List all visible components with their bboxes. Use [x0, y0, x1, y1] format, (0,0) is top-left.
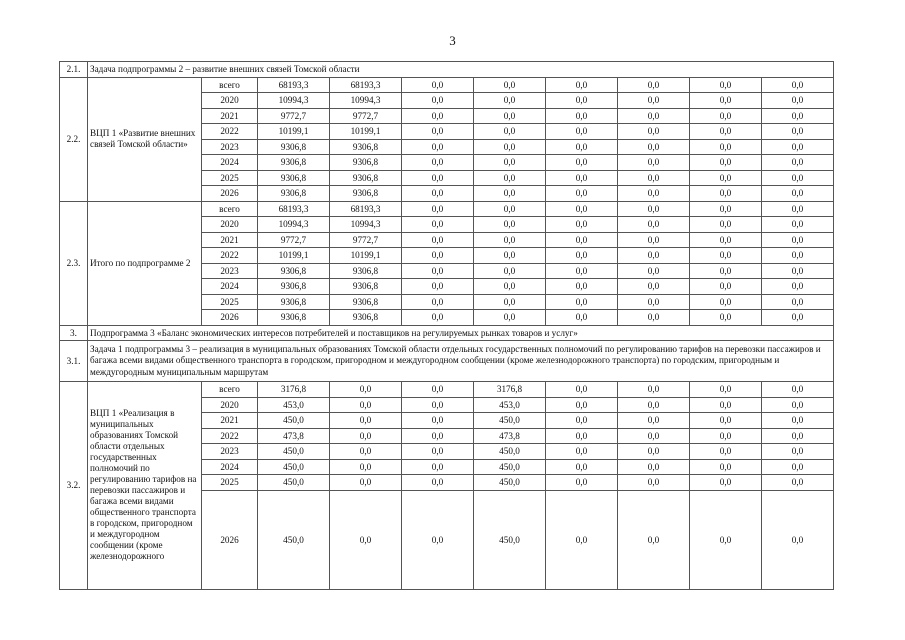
extra-col-cell: [834, 186, 839, 202]
value-cell: 0,0: [474, 155, 546, 171]
year-cell: всего: [202, 201, 258, 217]
value-cell: 0,0: [618, 310, 690, 326]
value-cell: 0,0: [762, 279, 834, 295]
value-cell: 0,0: [618, 444, 690, 460]
value-cell: 0,0: [330, 397, 402, 413]
value-cell: 9306,8: [330, 294, 402, 310]
year-cell: 2021: [202, 108, 258, 124]
extra-col-cell: [834, 459, 839, 475]
value-cell: 0,0: [618, 77, 690, 93]
value-cell: 9306,8: [258, 170, 330, 186]
extra-col-cell: [834, 341, 839, 382]
value-cell: 10994,3: [258, 217, 330, 233]
value-cell: 0,0: [762, 475, 834, 491]
extra-col-cell: [834, 310, 839, 326]
value-cell: 0,0: [690, 155, 762, 171]
value-cell: 0,0: [402, 108, 474, 124]
extra-col-cell: [834, 263, 839, 279]
value-cell: 0,0: [762, 139, 834, 155]
value-cell: 0,0: [690, 124, 762, 140]
value-cell: 0,0: [762, 93, 834, 109]
value-cell: 3176,8: [474, 382, 546, 398]
value-cell: 0,0: [546, 232, 618, 248]
value-cell: 0,0: [762, 217, 834, 233]
value-cell: 0,0: [618, 397, 690, 413]
extra-col-cell: [834, 279, 839, 295]
value-cell: 473,8: [474, 428, 546, 444]
value-cell: 0,0: [618, 170, 690, 186]
value-cell: 0,0: [402, 155, 474, 171]
value-cell: 0,0: [474, 77, 546, 93]
extra-col-cell: [834, 139, 839, 155]
value-cell: 10994,3: [330, 93, 402, 109]
value-cell: 0,0: [762, 170, 834, 186]
value-cell: 0,0: [402, 170, 474, 186]
value-cell: 0,0: [690, 248, 762, 264]
value-cell: 0,0: [690, 232, 762, 248]
extra-col-cell: [834, 428, 839, 444]
value-cell: 0,0: [546, 186, 618, 202]
value-cell: 68193,3: [258, 201, 330, 217]
value-cell: 0,0: [762, 155, 834, 171]
value-cell: 0,0: [690, 201, 762, 217]
value-cell: 0,0: [690, 263, 762, 279]
value-cell: 0,0: [546, 444, 618, 460]
value-cell: 9306,8: [330, 155, 402, 171]
value-cell: 10199,1: [330, 248, 402, 264]
value-cell: 450,0: [474, 444, 546, 460]
task-row-3: [60, 325, 839, 341]
value-cell: 453,0: [258, 397, 330, 413]
value-cell: 0,0: [474, 232, 546, 248]
value-cell: 9772,7: [330, 108, 402, 124]
extra-col-cell: [834, 490, 839, 589]
extra-col-cell: [834, 93, 839, 109]
value-cell: 0,0: [546, 382, 618, 398]
value-cell: 9306,8: [258, 186, 330, 202]
task-row-3-1: [60, 341, 839, 382]
value-cell: 0,0: [690, 382, 762, 398]
value-cell: 68193,3: [258, 77, 330, 93]
value-cell: 0,0: [546, 428, 618, 444]
value-cell: 0,0: [546, 124, 618, 140]
value-cell: 0,0: [330, 382, 402, 398]
value-cell: 0,0: [690, 186, 762, 202]
value-cell: 0,0: [690, 428, 762, 444]
value-cell: 450,0: [474, 490, 546, 589]
value-cell: 9306,8: [330, 186, 402, 202]
value-cell: 0,0: [546, 263, 618, 279]
year-cell: 2025: [202, 170, 258, 186]
value-cell: 0,0: [330, 475, 402, 491]
value-cell: 0,0: [690, 475, 762, 491]
value-cell: 0,0: [402, 232, 474, 248]
value-cell: 9306,8: [330, 170, 402, 186]
value-cell: 473,8: [258, 428, 330, 444]
year-cell: 2024: [202, 279, 258, 295]
page-number: 3: [449, 33, 456, 48]
value-cell: 0,0: [690, 139, 762, 155]
value-cell: 0,0: [762, 201, 834, 217]
value-cell: 0,0: [330, 428, 402, 444]
value-cell: 9306,8: [330, 279, 402, 295]
row-number: 2.2.: [60, 77, 88, 201]
year-cell: 2022: [202, 248, 258, 264]
value-cell: 0,0: [402, 397, 474, 413]
value-cell: 0,0: [618, 382, 690, 398]
value-cell: 0,0: [618, 428, 690, 444]
value-cell: 450,0: [258, 490, 330, 589]
value-cell: 10199,1: [258, 124, 330, 140]
value-cell: 9306,8: [258, 310, 330, 326]
extra-col-cell: [834, 77, 839, 93]
value-cell: 0,0: [618, 413, 690, 429]
value-cell: 0,0: [618, 459, 690, 475]
value-cell: 0,0: [402, 139, 474, 155]
value-cell: 9306,8: [258, 279, 330, 295]
year-cell: 2020: [202, 217, 258, 233]
extra-col-cell: [834, 124, 839, 140]
value-cell: 0,0: [546, 217, 618, 233]
value-cell: 0,0: [618, 108, 690, 124]
extra-col-cell: [834, 108, 839, 124]
value-cell: 0,0: [546, 475, 618, 491]
value-cell: 0,0: [402, 310, 474, 326]
value-cell: 0,0: [402, 201, 474, 217]
value-cell: 0,0: [762, 108, 834, 124]
extra-col-cell: [834, 382, 839, 398]
value-cell: 0,0: [402, 428, 474, 444]
value-cell: 0,0: [402, 248, 474, 264]
value-cell: 9772,7: [330, 232, 402, 248]
value-cell: 0,0: [546, 490, 618, 589]
value-cell: 0,0: [474, 139, 546, 155]
value-cell: 0,0: [618, 248, 690, 264]
extra-col-cell: [834, 201, 839, 217]
value-cell: 0,0: [762, 413, 834, 429]
row-number: 2.3.: [60, 201, 88, 325]
year-cell: 2024: [202, 459, 258, 475]
value-cell: 0,0: [474, 108, 546, 124]
value-cell: 9306,8: [258, 294, 330, 310]
value-cell: 0,0: [546, 413, 618, 429]
value-cell: 0,0: [402, 490, 474, 589]
value-cell: 450,0: [474, 413, 546, 429]
value-cell: 0,0: [690, 294, 762, 310]
year-cell: всего: [202, 382, 258, 398]
value-cell: 0,0: [474, 217, 546, 233]
row-number: 3.: [60, 325, 88, 341]
value-cell: 0,0: [402, 279, 474, 295]
value-cell: 0,0: [762, 459, 834, 475]
value-cell: 0,0: [474, 93, 546, 109]
year-cell: 2026: [202, 186, 258, 202]
value-cell: 0,0: [330, 444, 402, 460]
value-cell: 0,0: [474, 124, 546, 140]
value-cell: 0,0: [690, 397, 762, 413]
value-cell: 0,0: [762, 310, 834, 326]
value-cell: 0,0: [690, 310, 762, 326]
value-cell: 0,0: [618, 263, 690, 279]
value-cell: 0,0: [762, 490, 834, 589]
value-cell: 0,0: [690, 77, 762, 93]
value-cell: 450,0: [474, 459, 546, 475]
program-name: Итого по подпрограмме 2: [88, 201, 202, 325]
year-cell: 2020: [202, 397, 258, 413]
value-cell: 10994,3: [330, 217, 402, 233]
extra-col-cell: [834, 413, 839, 429]
value-cell: 0,0: [618, 217, 690, 233]
value-cell: 0,0: [690, 490, 762, 589]
value-cell: 0,0: [402, 413, 474, 429]
value-cell: 0,0: [690, 459, 762, 475]
value-cell: 3176,8: [258, 382, 330, 398]
value-cell: 0,0: [618, 232, 690, 248]
extra-col-cell: [834, 155, 839, 171]
year-cell: 2023: [202, 139, 258, 155]
value-cell: 9306,8: [258, 139, 330, 155]
value-cell: 10994,3: [258, 93, 330, 109]
value-cell: 0,0: [546, 201, 618, 217]
value-cell: 0,0: [402, 382, 474, 398]
value-cell: 0,0: [402, 294, 474, 310]
value-cell: 0,0: [546, 279, 618, 295]
row-number: 2.1.: [60, 62, 88, 78]
value-cell: 10199,1: [330, 124, 402, 140]
year-cell: 2020: [202, 93, 258, 109]
value-cell: 0,0: [474, 170, 546, 186]
value-cell: 0,0: [762, 77, 834, 93]
value-cell: 0,0: [546, 108, 618, 124]
task-row-2-1: [60, 62, 839, 78]
extra-col-cell: [834, 248, 839, 264]
year-cell: 2023: [202, 444, 258, 460]
value-cell: 0,0: [618, 139, 690, 155]
value-cell: 10199,1: [258, 248, 330, 264]
value-cell: 0,0: [690, 413, 762, 429]
value-cell: 0,0: [474, 279, 546, 295]
program-name: ВЦП 1 «Развитие внешних связей Томской области»: [88, 77, 202, 201]
extra-col-cell: [834, 397, 839, 413]
value-cell: 9306,8: [258, 263, 330, 279]
value-cell: 9772,7: [258, 108, 330, 124]
value-cell: 0,0: [618, 279, 690, 295]
value-cell: 9306,8: [258, 155, 330, 171]
value-cell: 0,0: [618, 186, 690, 202]
value-cell: 0,0: [618, 490, 690, 589]
value-cell: 0,0: [762, 428, 834, 444]
value-cell: 0,0: [402, 186, 474, 202]
value-cell: 0,0: [762, 444, 834, 460]
row-number: 3.2.: [60, 382, 88, 590]
value-cell: 450,0: [258, 459, 330, 475]
year-cell: 2026: [202, 490, 258, 589]
extra-col-cell: [834, 217, 839, 233]
value-cell: 0,0: [762, 248, 834, 264]
value-cell: 0,0: [330, 459, 402, 475]
year-cell: всего: [202, 77, 258, 93]
value-cell: 0,0: [546, 93, 618, 109]
value-cell: 0,0: [402, 217, 474, 233]
extra-col-cell: [834, 294, 839, 310]
year-cell: 2022: [202, 124, 258, 140]
value-cell: 0,0: [402, 263, 474, 279]
value-cell: 0,0: [546, 248, 618, 264]
value-cell: 453,0: [474, 397, 546, 413]
value-cell: 0,0: [618, 475, 690, 491]
table-row: [60, 201, 839, 217]
value-cell: 0,0: [402, 77, 474, 93]
year-cell: 2021: [202, 232, 258, 248]
extra-col-cell: [834, 444, 839, 460]
value-cell: 0,0: [690, 279, 762, 295]
value-cell: 0,0: [546, 310, 618, 326]
value-cell: 0,0: [690, 93, 762, 109]
value-cell: 0,0: [474, 294, 546, 310]
value-cell: 450,0: [258, 444, 330, 460]
year-cell: 2021: [202, 413, 258, 429]
value-cell: 0,0: [618, 93, 690, 109]
extra-col-cell: [834, 325, 839, 341]
value-cell: 0,0: [402, 444, 474, 460]
value-cell: 0,0: [762, 382, 834, 398]
extra-col-cell: [834, 232, 839, 248]
task-text: Задача подпрограммы 2 – развитие внешних связей Томской области: [88, 62, 834, 78]
value-cell: 68193,3: [330, 77, 402, 93]
value-cell: 0,0: [762, 124, 834, 140]
value-cell: 9772,7: [258, 232, 330, 248]
extra-col-cell: [834, 62, 839, 78]
value-cell: 0,0: [546, 397, 618, 413]
value-cell: 0,0: [474, 263, 546, 279]
extra-col-cell: [834, 170, 839, 186]
extra-col-cell: [834, 475, 839, 491]
table-row: [60, 77, 839, 93]
task-text: Подпрограмма 3 «Баланс экономических интересов потребителей и поставщиков на регулируемых рынках товаров и услуг»: [88, 325, 834, 341]
year-cell: 2022: [202, 428, 258, 444]
value-cell: 0,0: [690, 170, 762, 186]
value-cell: 0,0: [546, 139, 618, 155]
value-cell: 0,0: [330, 490, 402, 589]
value-cell: 0,0: [474, 310, 546, 326]
value-cell: 0,0: [618, 124, 690, 140]
value-cell: 0,0: [690, 217, 762, 233]
value-cell: 0,0: [546, 459, 618, 475]
value-cell: 0,0: [546, 155, 618, 171]
table-row: [60, 382, 839, 398]
value-cell: 450,0: [474, 475, 546, 491]
value-cell: 0,0: [546, 170, 618, 186]
value-cell: 68193,3: [330, 201, 402, 217]
value-cell: 0,0: [762, 186, 834, 202]
value-cell: 0,0: [618, 294, 690, 310]
value-cell: 0,0: [474, 248, 546, 264]
value-cell: 0,0: [690, 444, 762, 460]
value-cell: 0,0: [474, 201, 546, 217]
value-cell: 450,0: [258, 413, 330, 429]
value-cell: 0,0: [402, 93, 474, 109]
value-cell: 0,0: [402, 124, 474, 140]
year-cell: 2024: [202, 155, 258, 171]
value-cell: 0,0: [402, 475, 474, 491]
value-cell: 0,0: [330, 413, 402, 429]
program-name: ВЦП 1 «Реализация в муниципальных образованиях Томской области отдельных государственных полномочий по регулированию тарифов на перевозки пассажиров и багажа всеми видами общественного транспорта в городском, пригородном и междугородном сообщении (кроме железнодорожного: [88, 382, 202, 590]
value-cell: 0,0: [546, 294, 618, 310]
value-cell: 450,0: [258, 475, 330, 491]
value-cell: 0,0: [402, 459, 474, 475]
value-cell: 0,0: [762, 263, 834, 279]
task-text: Задача 1 подпрограммы 3 – реализация в муниципальных образованиях Томской области отдельных государственных полномочий по регулированию тарифов на перевозки пассажиров и багажа всеми видами общественного транспорта в городском, пригородном и междугородном сообщении (кроме железнодорожного транспорта) по городским, пригородным и междугородным муниципальным маршрутам: [88, 341, 834, 382]
value-cell: 9306,8: [330, 263, 402, 279]
year-cell: 2025: [202, 475, 258, 491]
year-cell: 2023: [202, 263, 258, 279]
value-cell: 0,0: [546, 77, 618, 93]
value-cell: 9306,8: [330, 139, 402, 155]
value-cell: 0,0: [474, 186, 546, 202]
value-cell: 0,0: [762, 232, 834, 248]
value-cell: 0,0: [618, 201, 690, 217]
row-number: 3.1.: [60, 341, 88, 382]
budget-table: [59, 61, 839, 590]
value-cell: 9306,8: [330, 310, 402, 326]
value-cell: 0,0: [762, 294, 834, 310]
value-cell: 0,0: [618, 155, 690, 171]
year-cell: 2025: [202, 294, 258, 310]
year-cell: 2026: [202, 310, 258, 326]
value-cell: 0,0: [690, 108, 762, 124]
value-cell: 0,0: [762, 397, 834, 413]
